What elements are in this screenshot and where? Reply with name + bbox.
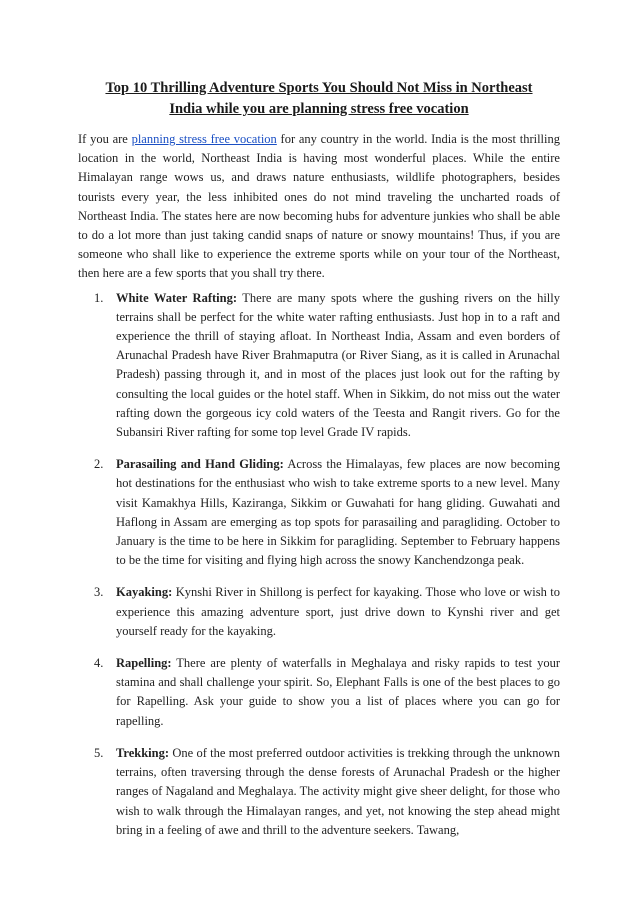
intro-paragraph xyxy=(78,130,560,284)
item-name: Parasailing and Hand Gliding: xyxy=(116,457,284,472)
item-number: 1. xyxy=(94,290,104,305)
list-item xyxy=(78,744,560,840)
item-number: 2. xyxy=(94,457,104,472)
item-text: Kynshi River in Shillong is perfect for kayaking. Those who love or wish to experience this amazing adventure sport, just drive down to Kynshi river and get yourself ready for the kayaking. xyxy=(116,585,560,638)
item-text: One of the most preferred outdoor activities is trekking through the unknown terrains, often traversing through the dense forests of Arunachal Pradesh or the higher ranges of Nagaland and Meghalaya. The activity might give sheer delight, for those who wish to walk through the Himalayan ranges, and yet, not knowing the step ahead might bring in a feeling of awe and thrill to the adventure seekers. Tawang, xyxy=(116,745,560,837)
item-text: There are plenty of waterfalls in Meghalaya and risky rapids to test your stamina and shall challenge your spirit. So, Elephant Falls is one of the best places to go for Rapelling. Ask your guide to show you a list of places where you can go for rapelling. xyxy=(116,656,560,728)
item-number: 4. xyxy=(94,656,104,671)
planning-stress-free-vocation-link[interactable]: planning stress free vocation xyxy=(131,132,277,146)
adventure-sports-list xyxy=(78,289,560,840)
document-title: Top 10 Thrilling Adventure Sports You Should Not Miss in Northeast India while you are planning stress free vocation xyxy=(105,80,533,117)
intro-text-start: If you are xyxy=(78,132,132,146)
item-name: White Water Rafting: xyxy=(116,290,237,305)
item-number: 3. xyxy=(94,585,104,600)
item-text: There are many spots where the gushing rivers on the hilly terrains shall be perfect for the white water rafting enthusiasts. Just hop in to a raft and experience the thrill of staying afloat. In Northeast India, Assam and even borders of Arunachal Pradesh have River Brahmaputra (or River Siang, as it is called in Arunachal Pradesh) passing through it, and in most of the places just look out for the rafting by consulting the local guides or the hotel staff. When in Sikkim, do not miss out the water rafting down the gorgeous icy cold waters of the Teesta and Rangit rivers. Go for the Subansiri River rafting for some top level Grade IV rapids. xyxy=(116,290,560,440)
list-item xyxy=(78,289,560,443)
item-name: Trekking: xyxy=(116,745,170,760)
intro-text-rest: for any country in the world. India is the most thrilling location in the world, Northeast India is having most wonderful places. While the entire Himalayan range wows us, and draws nature enthusiasts, wildlife photographers, besides tourists every year, the less inhibited ones do not mind traveling the uncharted roads of Northeast India. The states here are now becoming hubs for adventure junkies who shall be able to do a lot more than just taking candid snaps of nature or snowy mountains! Thus, if you are someone who shall like to experience the extreme sports while on your tour of the Northeast, then here are a few sports that you shall try there. xyxy=(78,132,560,281)
item-name: Rapelling: xyxy=(116,656,172,671)
list-item xyxy=(78,654,560,731)
list-item xyxy=(78,583,560,641)
item-number: 5. xyxy=(94,745,104,760)
list-item xyxy=(78,455,560,570)
item-name: Kayaking: xyxy=(116,585,173,600)
item-text: Across the Himalayas, few places are now becoming hot destinations for the enthusiast who wish to take extreme sports to a new level. Many visit Kamakhya Hills, Kaziranga, Sikkim or Guwahati for hang gliding. Guwahati and Haflong in Assam are emerging as top spots for parasailing and paragliding. October to January is the time to be here in Sikkim for paragliding. September to February happens to be the time for visiting and flying high across the snowy Kanchendzonga peak. xyxy=(116,457,560,568)
